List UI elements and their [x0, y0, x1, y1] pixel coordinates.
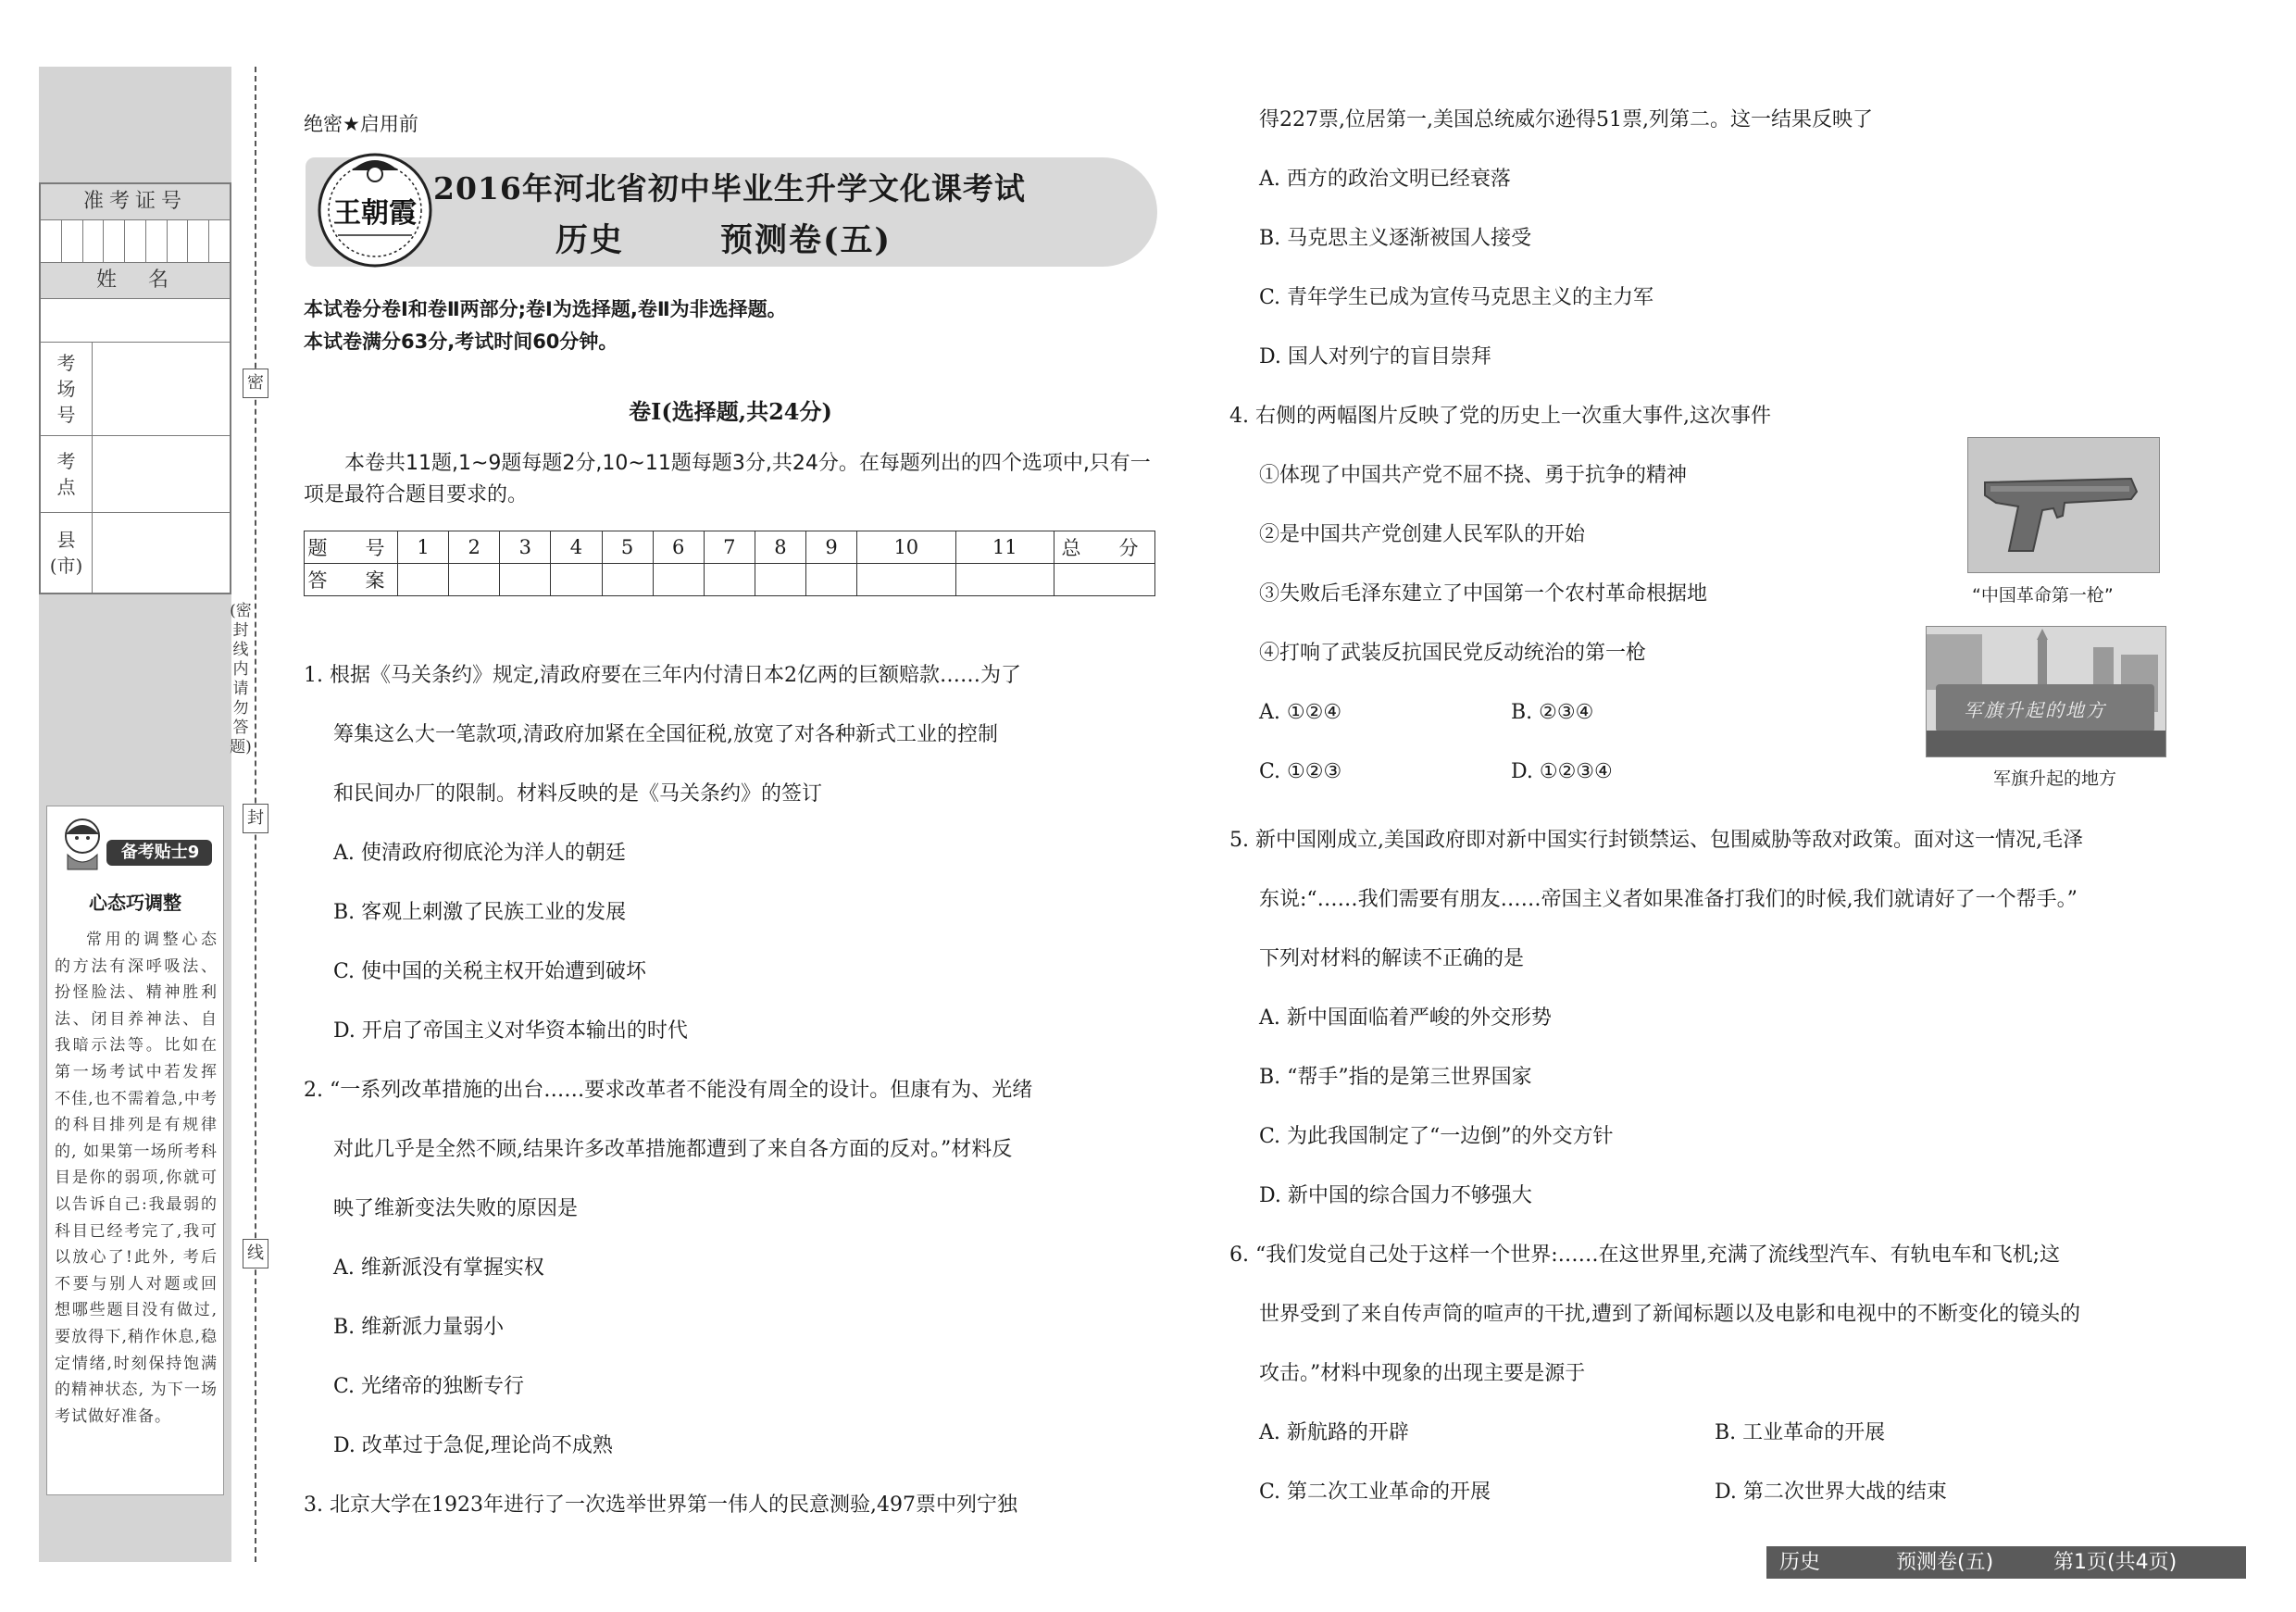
q5-option-b: B. “帮手”指的是第三世界国家 [1259, 1066, 1532, 1089]
logo-text: 王朝霞 [333, 197, 417, 230]
question-number-cell: 10 [857, 531, 955, 564]
q2-option-b: B. 维新派力量弱小 [333, 1316, 505, 1339]
question-number-cell: 3 [500, 531, 551, 564]
q4-stem: 4. 右侧的两幅图片反映了党的历史上一次重大事件,这次事件 [1229, 405, 1771, 428]
answer-cell[interactable] [449, 564, 500, 596]
q3-stem-line: 得227票,位居第一,美国总统威尔逊得51票,列第二。这一结果反映了 [1259, 108, 1873, 131]
q6-option-b: B. 工业革命的开展 [1715, 1421, 1886, 1444]
subject-title: 历史 [555, 221, 625, 259]
monument-photo [1926, 626, 2166, 757]
q4-option-b: B. ②③④ [1511, 701, 1594, 724]
exam-tip-box [46, 806, 224, 1495]
answer-table-answer-row [305, 564, 1155, 596]
q1-option-b: B. 客观上刺激了民族工业的发展 [333, 901, 627, 924]
q4-statement-3: ③失败后毛泽东建立了中国第一个农村革命根据地 [1259, 582, 1708, 606]
question-number-cell: 4 [551, 531, 602, 564]
pistol-icon [1968, 438, 2159, 572]
answer-cell[interactable] [857, 564, 955, 596]
q4-statement-1: ①体现了中国共产党不屈不挠、勇于抗争的精神 [1259, 464, 1688, 487]
name-label: 姓 名 [41, 263, 230, 299]
q1-stem-line: 1. 根据《马关条约》规定,清政府要在三年内付清日本2亿两的巨额赔款……为了 [304, 664, 1021, 687]
q6-stem-line: 攻击。”材料中现象的出现主要是源于 [1259, 1362, 1586, 1385]
admission-number-grid[interactable] [41, 220, 230, 263]
q6-option-c: C. 第二次工业革命的开展 [1259, 1481, 1491, 1504]
pistol-caption: “中国革命第一枪” [1972, 585, 2114, 606]
confidential-mark: 绝密★启用前 [304, 113, 418, 135]
seal-char-xian: 线 [243, 1239, 268, 1268]
q2-option-d: D. 改革过于急促,理论尚不成熟 [333, 1434, 613, 1457]
question-number-cell: 7 [704, 531, 755, 564]
answer-cell[interactable] [755, 564, 805, 596]
q6-option-a: A. 新航路的开辟 [1259, 1421, 1409, 1444]
q3-option-c: C. 青年学生已成为宣传马克思主义的主力军 [1259, 286, 1654, 309]
q5-stem-line: 东说:“……我们需要有朋友……帝国主义者如果准备打我们的时候,我们就请好了一个帮手。” [1259, 888, 2078, 911]
q4-option-a: A. ①②④ [1259, 701, 1342, 724]
q5-option-d: D. 新中国的综合国力不够强大 [1259, 1184, 1532, 1207]
answer-table-header-row [305, 531, 1155, 564]
question-number-cell: 5 [602, 531, 653, 564]
q3-option-a: A. 西方的政治文明已经衰落 [1259, 168, 1511, 191]
tip-title: 心态巧调整 [89, 892, 181, 914]
footer-subject: 历史 [1779, 1551, 1821, 1574]
footer-page-number: 第1页(共4页) [2053, 1551, 2177, 1574]
q3-option-b: B. 马克思主义逐渐被国人接受 [1259, 227, 1532, 250]
tip-text: 常用的调整心态的方法有深呼吸法、扮怪脸法、精神胜利法、闭目养神法、自我暗示法等。比如在第一场考试中若发挥不佳,也不需着急,中考的科目排列是有规律的, 如果第一场所考科目是你的弱项,你就可以告诉自己:我最弱的科目已经考完了,我可以放心了!此外, 考后不要与别人对题或回想哪些题目没有做过,要放得下,稍作休息,稳定情绪,时刻保持饱满的精神状态, 为下一场考试做好准备。 [55, 931, 218, 1426]
answer-cell[interactable] [704, 564, 755, 596]
q1-option-d: D. 开启了帝国主义对华资本输出的时代 [333, 1019, 688, 1043]
q6-stem-line: 世界受到了来自传声筒的喧声的干扰,遭到了新闻标题以及电影和电视中的不断变化的镜头的 [1259, 1303, 2080, 1326]
monument-inscription: 军旗升起的地方 [1964, 699, 2106, 721]
q2-option-c: C. 光绪帝的独断专行 [333, 1375, 525, 1398]
monument-caption: 军旗升起的地方 [1993, 769, 2117, 789]
footer-paper: 预测卷(五) [1896, 1551, 1994, 1574]
paper-title: 预测卷(五) [720, 221, 892, 259]
q3-option-d: D. 国人对列宁的盲目崇拜 [1259, 345, 1491, 369]
answer-cell[interactable] [602, 564, 653, 596]
q4-option-d: D. ①②③④ [1511, 760, 1613, 783]
answer-table [304, 531, 1155, 596]
tip-badge-label: 备考贴士9 [120, 843, 200, 862]
seal-warning-note: (密封线内请勿答题) [230, 602, 252, 756]
q5-option-a: A. 新中国面临着严峻的外交形势 [1259, 1006, 1552, 1030]
answer-cell[interactable] [955, 564, 1054, 596]
question-number-cell: 11 [955, 531, 1054, 564]
q6-option-d: D. 第二次世界大战的结束 [1715, 1481, 1947, 1504]
exam-site-field[interactable] [41, 436, 230, 513]
seal-char-mi: 密 [243, 369, 268, 398]
answer-cell[interactable] [653, 564, 704, 596]
monument-icon [1927, 627, 2165, 756]
answer-cell[interactable] [551, 564, 602, 596]
total-score-label: 总 分 [1054, 531, 1155, 564]
q1-stem-line: 和民间办厂的限制。材料反映的是《马关条约》的签订 [333, 782, 823, 806]
answer-cell[interactable] [500, 564, 551, 596]
q5-stem-line: 下列对材料的解读不正确的是 [1259, 947, 1525, 970]
county-field[interactable] [41, 513, 230, 593]
q2-stem-line: 映了维新变法失败的原因是 [333, 1197, 579, 1220]
seal-char-feng: 封 [243, 804, 268, 833]
publisher-logo-icon [315, 150, 435, 270]
question-number-cell: 9 [806, 531, 857, 564]
answer-label: 答 案 [305, 564, 398, 596]
q4-statement-2: ②是中国共产党创建人民军队的开始 [1259, 523, 1586, 546]
pistol-photo [1967, 437, 2160, 573]
name-field[interactable] [41, 299, 230, 343]
q2-stem-line: 对此几乎是全然不顾,结果许多改革措施都遭到了来自各方面的反对。”材料反 [333, 1138, 1013, 1161]
q4-option-c: C. ①②③ [1259, 760, 1342, 783]
tip-badge [55, 814, 218, 871]
section-title: 卷Ⅰ(选择题,共24分) [629, 398, 832, 425]
question-number-cell: 2 [449, 531, 500, 564]
admission-number-label: 准考证号 [41, 184, 230, 220]
exam-room-field[interactable] [41, 343, 230, 436]
q2-option-a: A. 维新派没有掌握实权 [333, 1256, 544, 1280]
candidate-info-box [39, 182, 231, 594]
q4-statement-4: ④打响了武装反抗国民党反动统治的第一枪 [1259, 642, 1647, 665]
q1-option-c: C. 使中国的关税主权开始遭到破坏 [333, 960, 647, 983]
q3-stem-line: 3. 北京大学在1923年进行了一次选举世界第一伟人的民意测验,497票中列宁独 [304, 1493, 1017, 1517]
question-number-cell: 8 [755, 531, 805, 564]
q1-stem-line: 筹集这么大一笔款项,清政府加紧在全国征税,放宽了对各种新式工业的控制 [333, 723, 998, 746]
q5-option-c: C. 为此我国制定了“一边倒”的外交方针 [1259, 1125, 1614, 1148]
question-number-cell: 6 [653, 531, 704, 564]
exam-room-label: 考 场 号 [41, 343, 93, 435]
exam-site-label: 考 点 [41, 436, 93, 512]
section-description: 本卷共11题,1~9题每题2分,10~11题每题3分,共24分。在每题列出的四个选项中,只有一项是最符合题目要求的。 [304, 452, 1151, 506]
intro-line-2: 本试卷满分63分,考试时间60分钟。 [304, 331, 618, 353]
answer-cell[interactable] [398, 564, 449, 596]
question-number-cell: 1 [398, 531, 449, 564]
county-label: 县 (市) [41, 513, 93, 593]
total-score-cell[interactable] [1054, 564, 1155, 596]
page-footer [1766, 1546, 2246, 1579]
question-number-label: 题 号 [305, 531, 398, 564]
answer-cell[interactable] [806, 564, 857, 596]
q6-stem-line: 6. “我们发觉自己处于这样一个世界:……在这世界里,充满了流线型汽车、有轨电车和飞机;这 [1229, 1243, 2061, 1267]
exam-title: 2016年河北省初中毕业生升学文化课考试 [433, 170, 1026, 206]
q5-stem-line: 5. 新中国刚成立,美国政府即对新中国实行封锁禁运、包围威胁等敌对政策。面对这一情况,毛泽 [1229, 829, 2083, 852]
q1-option-a: A. 使清政府彻底沦为洋人的朝廷 [333, 842, 626, 865]
q2-stem-line: 2. “一系列改革措施的出台……要求改革者不能没有周全的设计。但康有为、光绪 [304, 1079, 1033, 1102]
intro-line-1: 本试卷分卷Ⅰ和卷Ⅱ两部分;卷Ⅰ为选择题,卷Ⅱ为非选择题。 [304, 298, 787, 320]
